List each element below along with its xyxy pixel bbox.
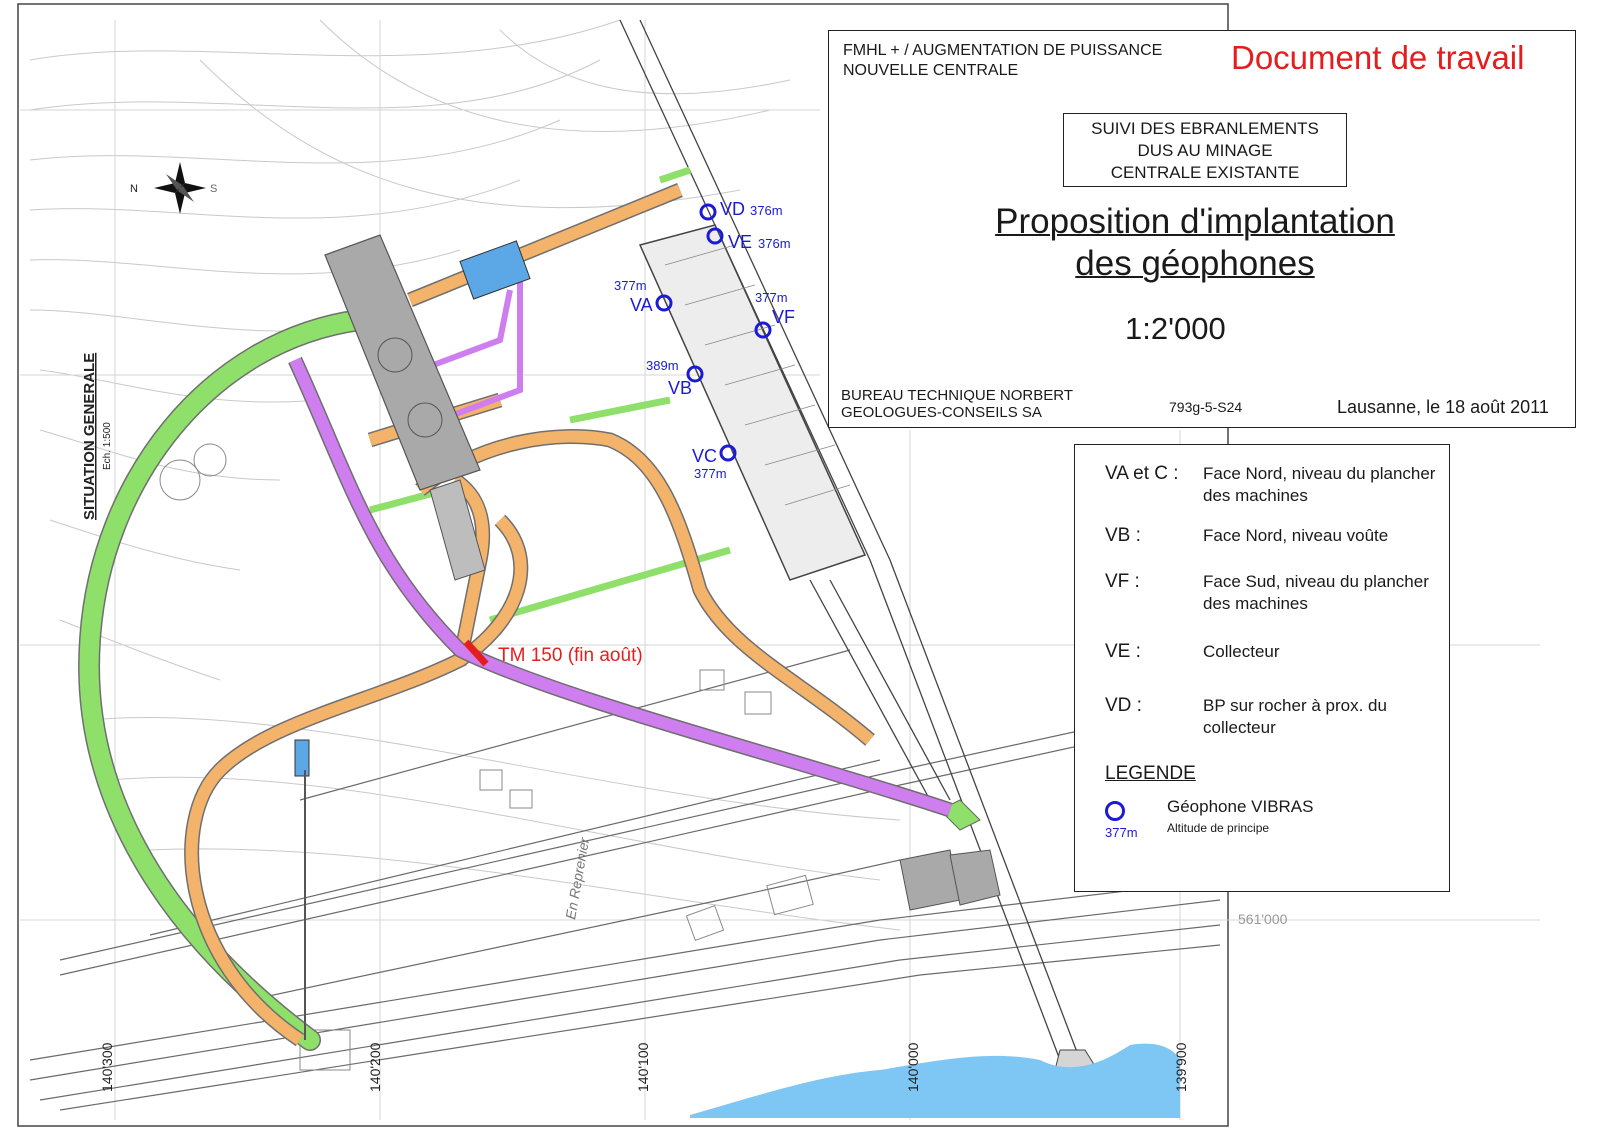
project-line-1: FMHL + / AUGMENTATION DE PUISSANCE — [843, 42, 1163, 59]
subtitle-line-3: CENTRALE EXISTANTE — [1110, 163, 1300, 182]
geophone-vd — [701, 205, 715, 219]
legend-text: Face Nord, niveau voûte — [1203, 526, 1389, 545]
legend-symbol-label: Géophone VIBRAS — [1167, 797, 1314, 816]
situation-label: SITUATION GENERALE — [81, 352, 98, 520]
legend-title: LEGENDE — [1105, 763, 1196, 784]
bureau-line-2: GEOLOGUES-CONSEILS SA — [841, 404, 1042, 421]
drawing-reference: 793g-5-S24 — [1169, 399, 1243, 415]
main-title-line-2: des géophones — [1075, 244, 1315, 283]
situation-scale: Ech. 1:500 — [102, 422, 113, 470]
geophone-vc-altitude: 377m — [694, 466, 727, 481]
main-title — [989, 201, 1401, 285]
legend-box — [1074, 444, 1450, 892]
legend-text: Face Nord, niveau du plancher des machines — [1203, 464, 1436, 505]
coord-561000: 561'000 — [1238, 911, 1288, 927]
roads-and-railways — [30, 650, 1220, 1110]
legend-key: VD : — [1105, 695, 1142, 716]
legend-key: VF : — [1105, 571, 1140, 592]
project-name — [843, 41, 1162, 81]
legend-key: VE : — [1105, 641, 1141, 662]
geophone-symbol-icon — [1105, 801, 1125, 821]
geophone-vf-label: VF — [772, 307, 796, 327]
geophone-vf-altitude: 377m — [755, 290, 788, 305]
drawing-scale: 1:2'000 — [1125, 311, 1226, 346]
north-label: N — [130, 183, 138, 195]
geophone-vc-label: VC — [692, 446, 718, 466]
place-and-date: Lausanne, le 18 août 2011 — [1337, 397, 1549, 417]
legend-key: VA et C : — [1105, 463, 1179, 484]
title-block — [828, 30, 1576, 428]
locality-label: En Reprenier — [562, 836, 593, 921]
subtitle-line-2: DUS AU MINAGE — [1137, 141, 1273, 160]
bureau-name — [841, 387, 1073, 421]
geophone-ve-label: VE — [728, 232, 753, 252]
geophone-va-altitude: 377m — [614, 278, 647, 293]
bureau-line-1: BUREAU TECHNIQUE NORBERT — [841, 387, 1073, 404]
legend-symbol-sublabel: Altitude de principe — [1167, 821, 1270, 835]
geophone-vd-altitude: 376m — [750, 203, 783, 218]
legend-key: VB : — [1105, 525, 1141, 546]
legend-text: Face Sud, niveau du plancher des machines — [1203, 572, 1429, 613]
geophone-ve-altitude: 376m — [758, 236, 791, 251]
geophone-va-label: VA — [630, 295, 653, 315]
project-line-2: NOUVELLE CENTRALE — [843, 62, 1019, 79]
working-document-stamp: Document de travail — [1231, 39, 1525, 76]
subtitle-line-1: SUIVI DES EBRANLEMENTS — [1091, 119, 1319, 138]
subtitle-box — [1063, 113, 1347, 187]
coord-139900: 139'900 — [1173, 1042, 1189, 1092]
main-title-line-1: Proposition d'implantation — [995, 202, 1395, 241]
north-arrow-icon — [154, 162, 206, 214]
geophone-vd-label: VD — [720, 199, 746, 219]
legend-text: BP sur rocher à prox. du collecteur — [1203, 696, 1387, 737]
tm-marker-label: TM 150 (fin août) — [498, 645, 643, 666]
coord-140200: 140'200 — [367, 1042, 383, 1092]
geophone-vb-label: VB — [668, 378, 693, 398]
geophone-vb-altitude: 389m — [646, 358, 679, 373]
coord-140000: 140'000 — [905, 1042, 921, 1092]
lake — [690, 1044, 1180, 1118]
chamber-ventilation — [295, 740, 309, 776]
south-label: S — [210, 183, 218, 195]
legend-text: Collecteur — [1203, 642, 1280, 661]
coord-140300: 140'300 — [99, 1042, 115, 1092]
coord-140100: 140'100 — [635, 1042, 651, 1092]
legend-symbol-altitude: 377m — [1105, 825, 1138, 840]
